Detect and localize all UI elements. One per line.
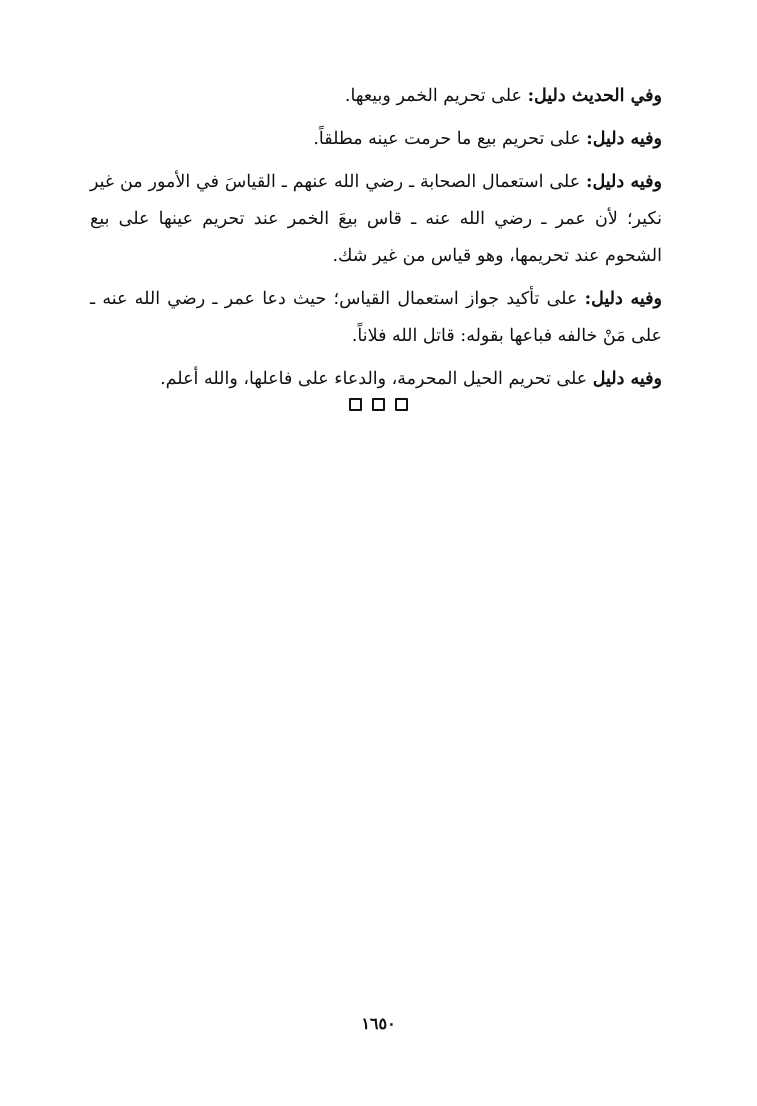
page-number: ١٦٥٠	[361, 1014, 396, 1033]
paragraph-hadith-wine	[90, 78, 662, 115]
paragraph-tricks-prohibition	[90, 361, 662, 398]
paragraph-analogy-confirmation	[90, 281, 662, 355]
paragraph-forbidden-sale	[90, 121, 662, 158]
paragraph-text: على تحريم الخمر وبيعها.	[344, 86, 528, 106]
paragraph-lead: وفيه دليل:	[584, 289, 662, 309]
paragraph-text: على استعمال الصحابة ـ رضي الله عنهم ـ القياسَ في الأمور من غير نكير؛ لأن عمر ـ رضي الله عنه ـ قاس بيعَ الخمر عند تحريم عينها على بيع الشحوم عند تحريمها، وهو قياس من غير شك.	[90, 172, 662, 266]
separator-square-icon	[372, 398, 385, 411]
paragraph-lead: وفيه دليل:	[586, 172, 662, 192]
section-separator	[0, 398, 757, 411]
paragraph-text: على تأكيد جواز استعمال القياس؛ حيث دعا عمر ـ رضي الله عنه ـ على مَنْ خالفه فباعها بقوله: قاتل الله فلاناً.	[90, 289, 662, 346]
paragraph-lead: وفيه دليل	[592, 369, 662, 389]
separator-square-icon	[349, 398, 362, 411]
separator-square-icon	[395, 398, 408, 411]
paragraph-lead: وفي الحديث دليل:	[527, 86, 662, 106]
paragraph-text: على تحريم الحيل المحرمة، والدعاء على فاعلها، والله أعلم.	[160, 369, 593, 389]
paragraph-text: على تحريم بيع ما حرمت عينه مطلقاً.	[313, 129, 587, 149]
body-text	[90, 78, 662, 404]
paragraph-lead: وفيه دليل:	[586, 129, 662, 149]
paragraph-analogy-use	[90, 164, 662, 275]
